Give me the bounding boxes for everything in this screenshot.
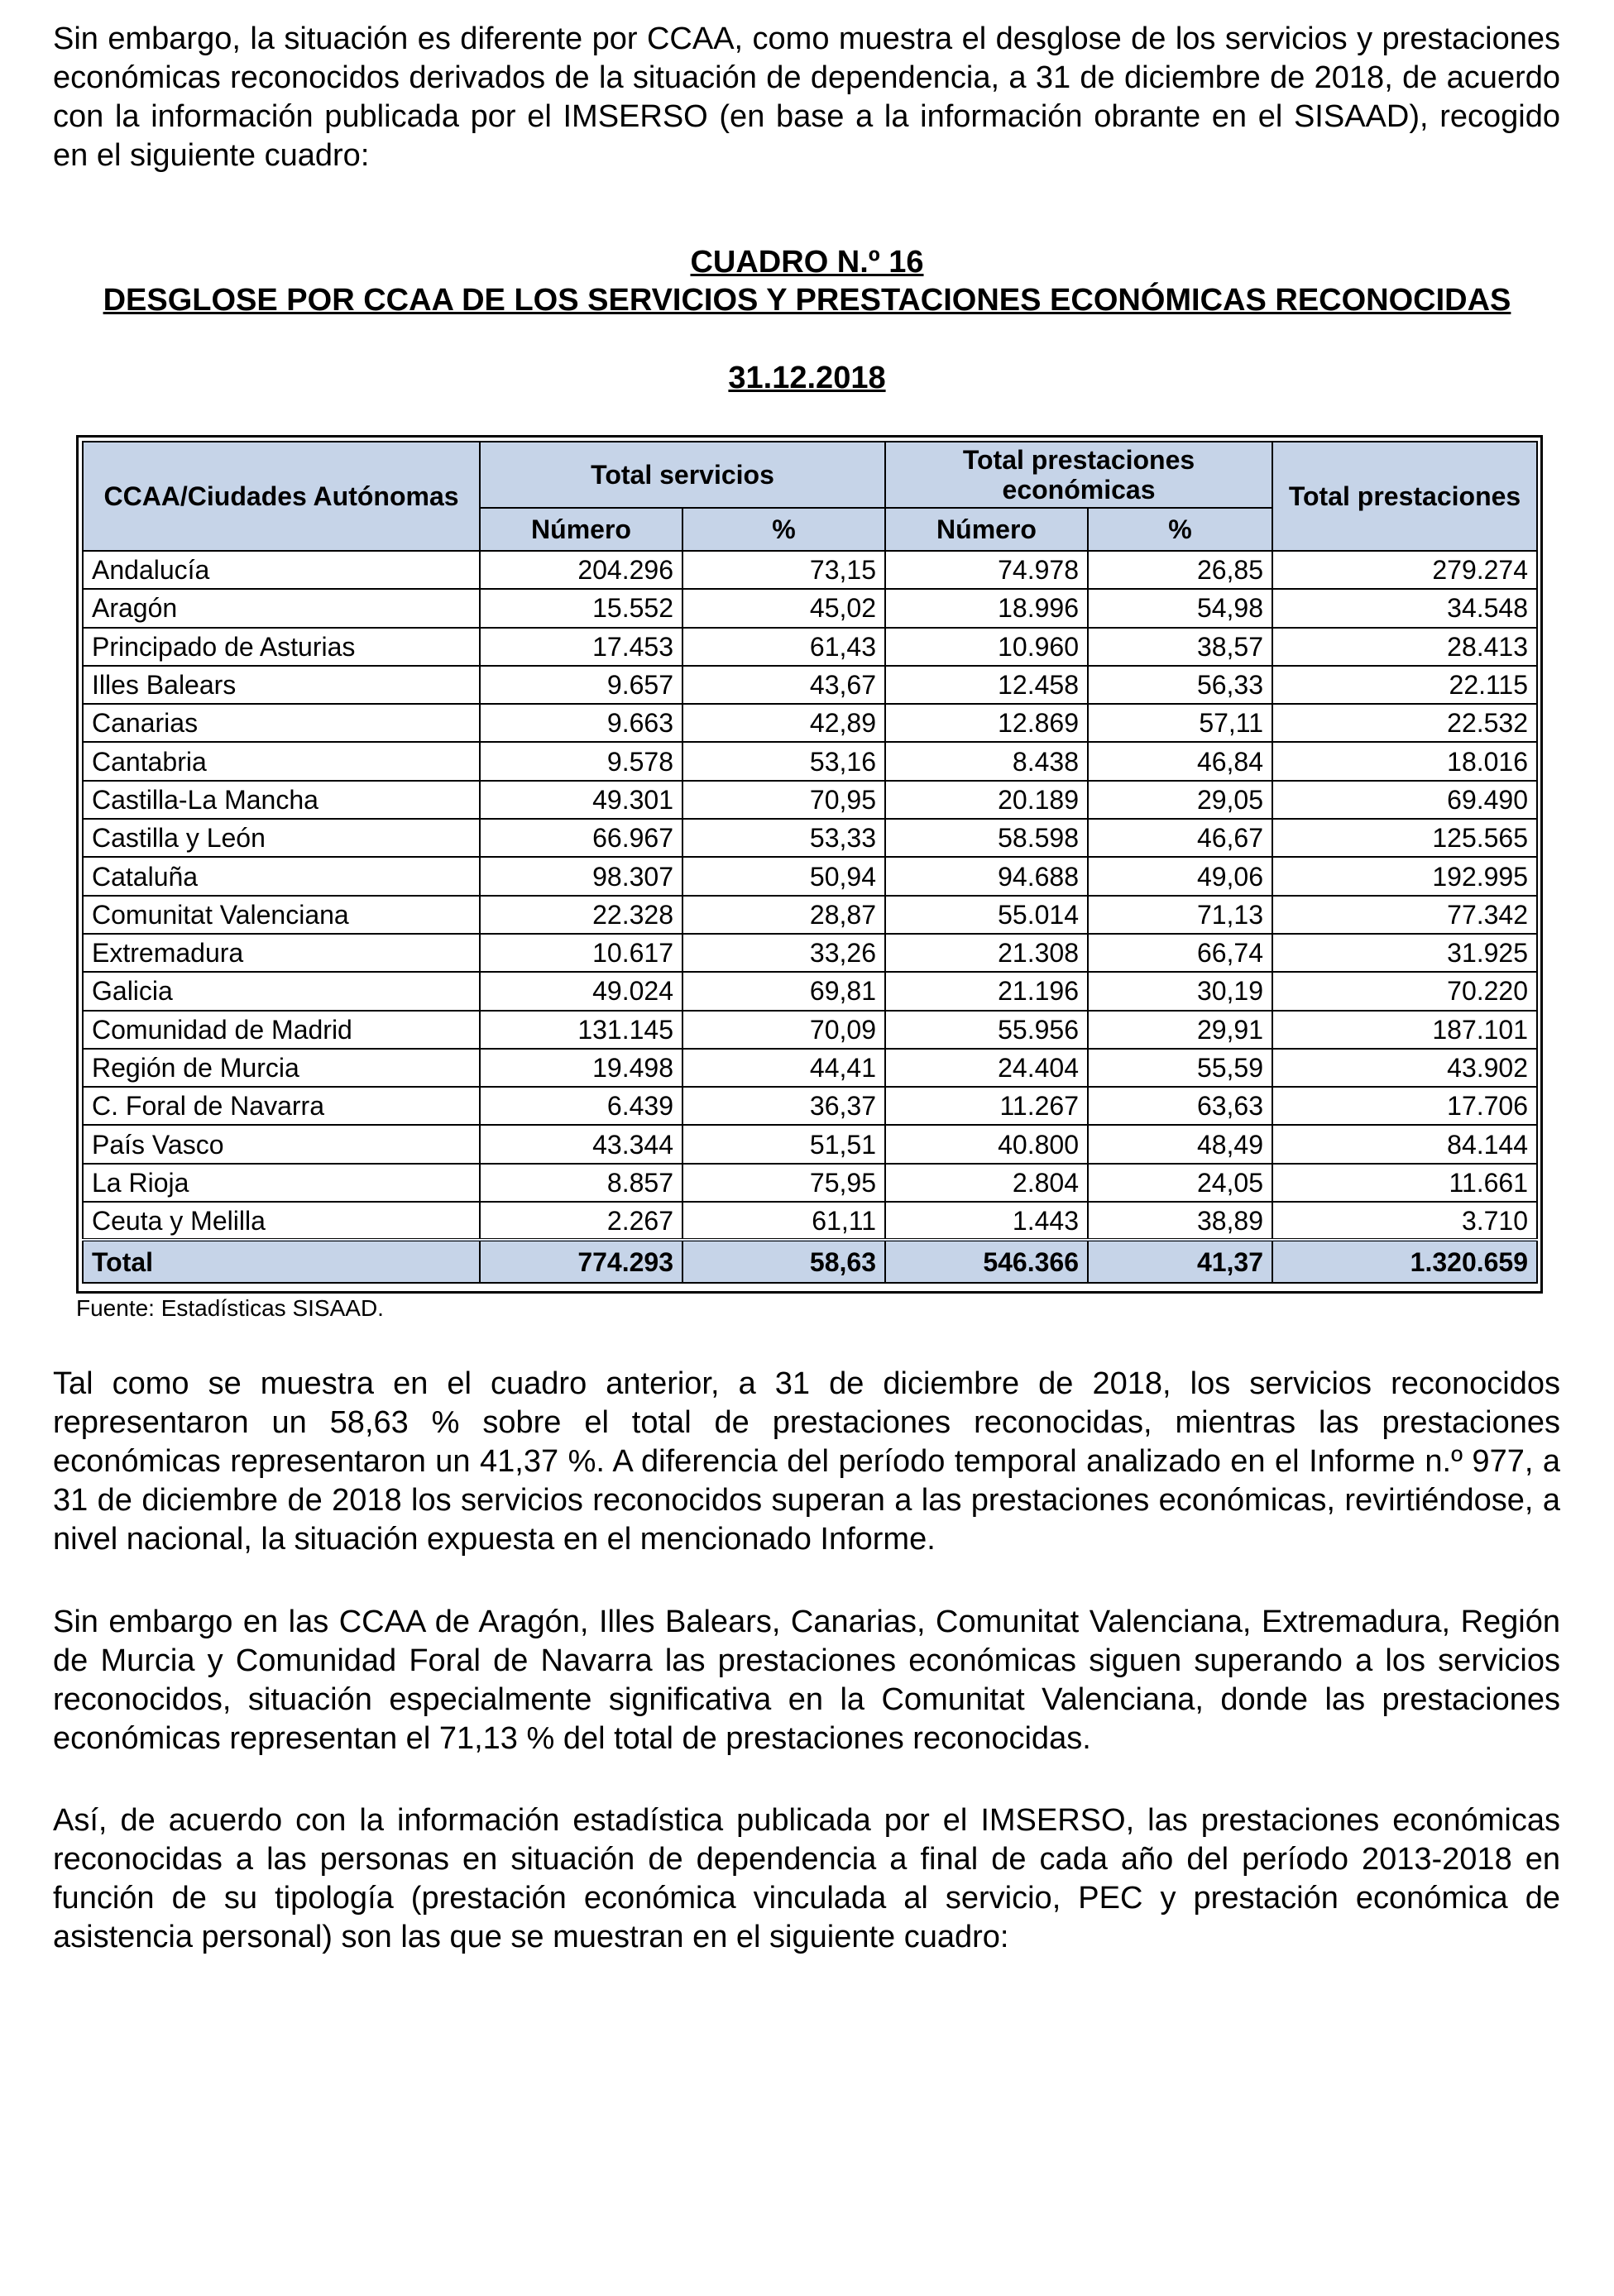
row-economic-percent: 55,59 xyxy=(1088,1049,1272,1087)
row-economic-number: 74.978 xyxy=(885,551,1088,589)
row-economic-number: 21.196 xyxy=(885,972,1088,1010)
row-total: 279.274 xyxy=(1272,551,1537,589)
table-row xyxy=(83,972,1537,1010)
row-services-percent: 33,26 xyxy=(682,934,885,972)
col-header-services: Total servicios xyxy=(480,442,885,508)
row-economic-number: 55.956 xyxy=(885,1011,1088,1049)
table-row xyxy=(83,934,1537,972)
total-services-percent: 58,63 xyxy=(682,1240,885,1283)
row-services-percent: 45,02 xyxy=(682,589,885,627)
row-region: Illes Balears xyxy=(83,666,480,704)
table-row xyxy=(83,1049,1537,1087)
row-total: 31.925 xyxy=(1272,934,1537,972)
col-header-services-percent: % xyxy=(682,508,885,551)
row-total: 28.413 xyxy=(1272,628,1537,666)
row-economic-number: 2.804 xyxy=(885,1164,1088,1202)
row-region: País Vasco xyxy=(83,1125,480,1163)
row-economic-number: 58.598 xyxy=(885,819,1088,857)
row-services-percent: 61,11 xyxy=(682,1202,885,1240)
row-services-percent: 53,33 xyxy=(682,819,885,857)
row-economic-percent: 38,57 xyxy=(1088,628,1272,666)
row-economic-number: 12.458 xyxy=(885,666,1088,704)
row-economic-number: 18.996 xyxy=(885,589,1088,627)
row-services-number: 8.857 xyxy=(480,1164,682,1202)
row-services-number: 9.663 xyxy=(480,704,682,742)
row-services-number: 19.498 xyxy=(480,1049,682,1087)
row-economic-percent: 66,74 xyxy=(1088,934,1272,972)
row-economic-percent: 49,06 xyxy=(1088,857,1272,895)
paragraph-3: Sin embargo en las CCAA de Aragón, Illes Balears, Canarias, Comunitat Valenciana, Extremadura, Región de Murcia y Comunidad Foral de Navarra las prestaciones económicas siguen superando a los servicios reconocidos, situación especialmente significativa en la Comunitat Valenciana, donde las prestaciones económicas representan el 71,13 % del total de prestaciones reconocidas. xyxy=(53,1605,1560,1756)
row-services-number: 22.328 xyxy=(480,896,682,934)
table-row xyxy=(83,857,1537,895)
row-economic-percent: 29,91 xyxy=(1088,1011,1272,1049)
row-services-number: 9.578 xyxy=(480,742,682,780)
row-services-percent: 73,15 xyxy=(682,551,885,589)
row-region: Comunidad de Madrid xyxy=(83,1011,480,1049)
row-total: 43.902 xyxy=(1272,1049,1537,1087)
row-services-number: 6.439 xyxy=(480,1087,682,1125)
row-services-number: 98.307 xyxy=(480,857,682,895)
row-region: Principado de Asturias xyxy=(83,628,480,666)
row-services-percent: 44,41 xyxy=(682,1049,885,1087)
row-services-number: 66.967 xyxy=(480,819,682,857)
row-region: Andalucía xyxy=(83,551,480,589)
row-region: C. Foral de Navarra xyxy=(83,1087,480,1125)
row-services-number: 43.344 xyxy=(480,1125,682,1163)
row-region: Comunitat Valenciana xyxy=(83,896,480,934)
table-row xyxy=(83,1011,1537,1049)
row-economic-percent: 57,11 xyxy=(1088,704,1272,742)
data-table xyxy=(82,441,1538,1284)
row-services-percent: 75,95 xyxy=(682,1164,885,1202)
table-row xyxy=(83,1125,1537,1163)
row-economic-number: 8.438 xyxy=(885,742,1088,780)
row-total: 22.532 xyxy=(1272,704,1537,742)
table-row xyxy=(83,819,1537,857)
row-total: 18.016 xyxy=(1272,742,1537,780)
row-region: Cantabria xyxy=(83,742,480,780)
row-services-number: 2.267 xyxy=(480,1202,682,1240)
row-economic-number: 21.308 xyxy=(885,934,1088,972)
total-services-number: 774.293 xyxy=(480,1240,682,1283)
row-total: 3.710 xyxy=(1272,1202,1537,1240)
row-economic-number: 20.189 xyxy=(885,781,1088,819)
table-row xyxy=(83,704,1537,742)
row-region: Galicia xyxy=(83,972,480,1010)
table-number-heading: CUADRO N.º 16 xyxy=(690,245,924,280)
col-header-total: Total prestaciones xyxy=(1272,442,1537,551)
table-row xyxy=(83,896,1537,934)
row-services-number: 17.453 xyxy=(480,628,682,666)
row-services-percent: 53,16 xyxy=(682,742,885,780)
table-date-heading: 31.12.2018 xyxy=(728,361,886,395)
row-economic-number: 12.869 xyxy=(885,704,1088,742)
row-total: 22.115 xyxy=(1272,666,1537,704)
total-label: Total xyxy=(83,1240,480,1283)
total-row xyxy=(83,1240,1537,1283)
table-row xyxy=(83,1087,1537,1125)
row-economic-percent: 54,98 xyxy=(1088,589,1272,627)
row-total: 187.101 xyxy=(1272,1011,1537,1049)
row-region: Castilla-La Mancha xyxy=(83,781,480,819)
row-services-number: 10.617 xyxy=(480,934,682,972)
row-region: Ceuta y Melilla xyxy=(83,1202,480,1240)
row-services-number: 15.552 xyxy=(480,589,682,627)
table-row xyxy=(83,1202,1537,1240)
paragraph-2: Tal como se muestra en el cuadro anterior, a 31 de diciembre de 2018, los servicios reconocidos representaron un 58,63 % sobre el total de prestaciones reconocidas, mientras las prestaciones económicas representaron un 41,37 %. A diferencia del período temporal analizado en el Informe n.º 977, a 31 de diciembre de 2018 los servicios reconocidos superan a las prestaciones económicas, revirtiéndose, a nivel nacional, la situación expuesta en el mencionado Informe. xyxy=(53,1366,1560,1557)
row-region: Castilla y León xyxy=(83,819,480,857)
row-services-percent: 36,37 xyxy=(682,1087,885,1125)
table-row xyxy=(83,742,1537,780)
row-region: Región de Murcia xyxy=(83,1049,480,1087)
row-total: 34.548 xyxy=(1272,589,1537,627)
row-services-percent: 69,81 xyxy=(682,972,885,1010)
row-total: 17.706 xyxy=(1272,1087,1537,1125)
row-economic-percent: 38,89 xyxy=(1088,1202,1272,1240)
row-economic-percent: 63,63 xyxy=(1088,1087,1272,1125)
row-total: 11.661 xyxy=(1272,1164,1537,1202)
col-header-economic-percent: % xyxy=(1088,508,1272,551)
row-services-percent: 51,51 xyxy=(682,1125,885,1163)
row-economic-percent: 29,05 xyxy=(1088,781,1272,819)
row-services-percent: 70,95 xyxy=(682,781,885,819)
total-economic-percent: 41,37 xyxy=(1088,1240,1272,1283)
row-services-percent: 61,43 xyxy=(682,628,885,666)
row-region: Canarias xyxy=(83,704,480,742)
row-services-percent: 28,87 xyxy=(682,896,885,934)
row-services-number: 49.301 xyxy=(480,781,682,819)
row-economic-percent: 46,84 xyxy=(1088,742,1272,780)
table-row xyxy=(83,589,1537,627)
row-total: 69.490 xyxy=(1272,781,1537,819)
row-total: 125.565 xyxy=(1272,819,1537,857)
row-services-percent: 42,89 xyxy=(682,704,885,742)
row-total: 70.220 xyxy=(1272,972,1537,1010)
row-economic-percent: 30,19 xyxy=(1088,972,1272,1010)
paragraph-4: Así, de acuerdo con la información estadística publicada por el IMSERSO, las prestaciones económicas reconocidas a las personas en situación de dependencia a final de cada año del período 2013-2018 en función de su tipología (prestación económica vinculada al servicio, PEC y prestación económica de asistencia personal) son las que se muestran en el siguiente cuadro: xyxy=(53,1803,1560,1954)
row-economic-number: 24.404 xyxy=(885,1049,1088,1087)
row-economic-number: 11.267 xyxy=(885,1087,1088,1125)
row-economic-number: 1.443 xyxy=(885,1202,1088,1240)
table-row xyxy=(83,781,1537,819)
row-region: Aragón xyxy=(83,589,480,627)
table-row xyxy=(83,628,1537,666)
row-economic-percent: 24,05 xyxy=(1088,1164,1272,1202)
row-economic-percent: 26,85 xyxy=(1088,551,1272,589)
total-economic-number: 546.366 xyxy=(885,1240,1088,1283)
table-row xyxy=(83,551,1537,589)
row-region: La Rioja xyxy=(83,1164,480,1202)
row-services-number: 49.024 xyxy=(480,972,682,1010)
row-economic-percent: 56,33 xyxy=(1088,666,1272,704)
row-total: 192.995 xyxy=(1272,857,1537,895)
row-economic-number: 10.960 xyxy=(885,628,1088,666)
row-economic-percent: 71,13 xyxy=(1088,896,1272,934)
row-economic-number: 94.688 xyxy=(885,857,1088,895)
row-region: Extremadura xyxy=(83,934,480,972)
row-economic-number: 55.014 xyxy=(885,896,1088,934)
source-note: Fuente: Estadísticas SISAAD. xyxy=(76,1295,384,1321)
col-header-region: CCAA/Ciudades Autónomas xyxy=(83,442,480,551)
table-frame xyxy=(76,435,1543,1294)
row-economic-percent: 46,67 xyxy=(1088,819,1272,857)
row-services-number: 204.296 xyxy=(480,551,682,589)
row-economic-percent: 48,49 xyxy=(1088,1125,1272,1163)
col-header-economic: Total prestaciones económicas xyxy=(885,442,1272,508)
row-services-percent: 70,09 xyxy=(682,1011,885,1049)
col-header-economic-number: Número xyxy=(885,508,1088,551)
table-title-heading: DESGLOSE POR CCAA DE LOS SERVICIOS Y PRESTACIONES ECONÓMICAS RECONOCIDAS xyxy=(103,283,1511,318)
row-total: 77.342 xyxy=(1272,896,1537,934)
intro-paragraph: Sin embargo, la situación es diferente por CCAA, como muestra el desglose de los servicios y prestaciones económicas reconocidos derivados de la situación de dependencia, a 31 de diciembre de 2018, de acuerdo con la información publicada por el IMSERSO (en base a la información obrante en el SISAAD), recogido en el siguiente cuadro: xyxy=(53,22,1560,173)
table-body xyxy=(83,551,1537,1240)
row-services-percent: 43,67 xyxy=(682,666,885,704)
total-prestaciones: 1.320.659 xyxy=(1272,1240,1537,1283)
table-row xyxy=(83,1164,1537,1202)
col-header-services-number: Número xyxy=(480,508,682,551)
row-economic-number: 40.800 xyxy=(885,1125,1088,1163)
row-services-number: 9.657 xyxy=(480,666,682,704)
row-total: 84.144 xyxy=(1272,1125,1537,1163)
table-row xyxy=(83,666,1537,704)
row-services-number: 131.145 xyxy=(480,1011,682,1049)
row-region: Cataluña xyxy=(83,857,480,895)
row-services-percent: 50,94 xyxy=(682,857,885,895)
